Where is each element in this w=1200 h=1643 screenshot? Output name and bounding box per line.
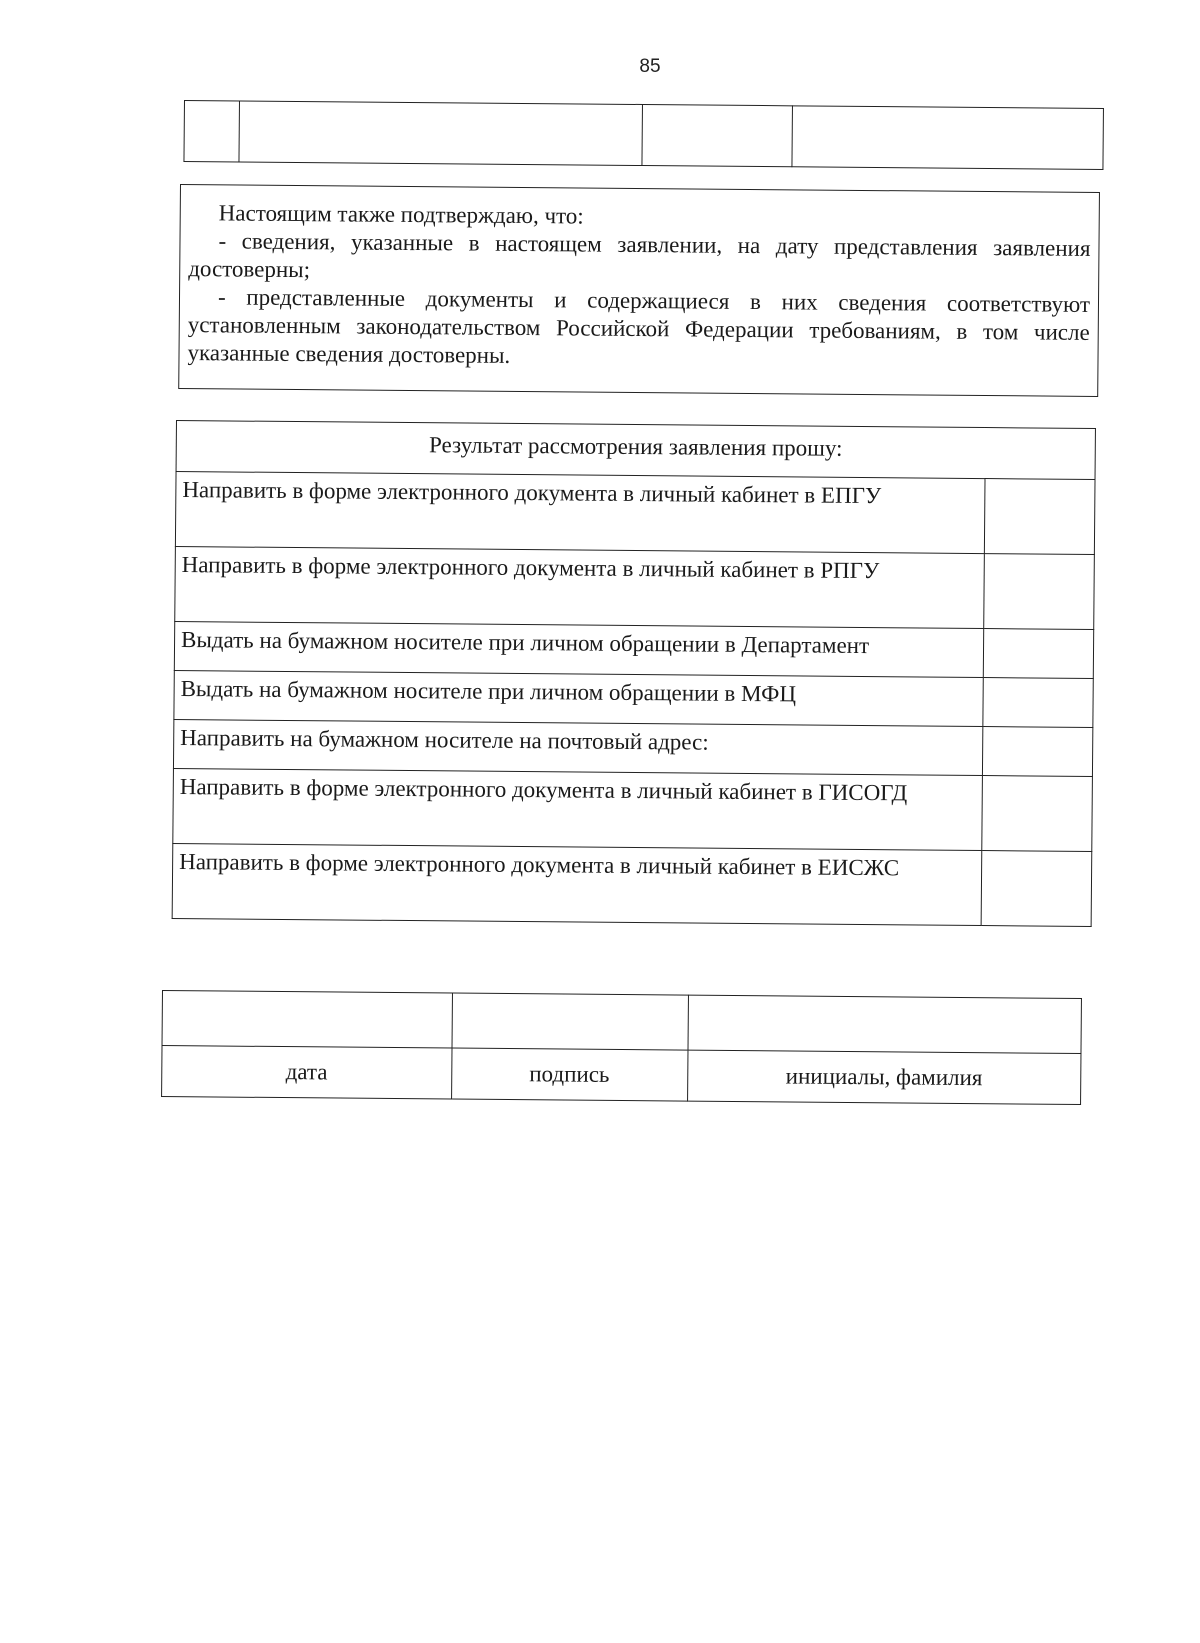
option-mark-eiszhs[interactable] [981, 851, 1092, 927]
empty-cell[interactable] [792, 106, 1104, 170]
option-mark-post[interactable] [982, 727, 1093, 777]
empty-cell[interactable] [641, 104, 792, 166]
name-field[interactable] [688, 995, 1082, 1053]
page-number: 85 [639, 56, 661, 77]
table-row [184, 101, 1103, 170]
confirmation-intro: Настоящим также подтверждаю, что: [218, 200, 584, 229]
option-mark-rpgu[interactable] [983, 554, 1094, 630]
signature-labels-row [162, 1046, 1081, 1105]
option-label-gisogd: Направить в форме электронного документа в личный кабинет в ГИСОГД [173, 768, 982, 850]
option-label-mfc: Выдать на бумажном носителе при личном обращении в МФЦ [174, 670, 983, 726]
option-label-eiszhs: Направить в форме электронного документа в личный кабинет в ЕИСЖС [172, 843, 981, 925]
signature-label: подпись [451, 1048, 688, 1101]
result-option-row [174, 670, 1093, 727]
top-continuation-table [183, 100, 1104, 170]
signature-table [161, 990, 1082, 1105]
option-mark-epgu[interactable] [984, 479, 1095, 555]
date-field[interactable] [162, 991, 452, 1049]
option-label-post: Направить на бумажном носителе на почтовый адрес: [173, 719, 982, 775]
result-header: Результат рассмотрения заявления прошу: [176, 421, 1095, 480]
signature-blank-row [162, 991, 1081, 1054]
option-mark-mfc[interactable] [983, 678, 1094, 728]
result-options-table [172, 420, 1096, 927]
table-header-row [176, 421, 1095, 480]
name-label: инициалы, фамилия [687, 1050, 1081, 1104]
result-option-row [172, 843, 1092, 926]
result-option-row [174, 621, 1093, 678]
option-label-rpgu: Направить в форме электронного документа в личный кабинет в РПГУ [175, 546, 984, 628]
confirmation-item: - представленные документы и содержащиеся в них сведения соответствуют установленным законодательством Российской Федерации требованиям, в том числе указанные сведения достоверны. [187, 284, 1091, 368]
confirmation-item: - сведения, указанные в настоящем заявлении, на дату представления заявления достоверны; [188, 228, 1091, 283]
result-option-row [175, 546, 1095, 629]
result-option-row [173, 719, 1092, 776]
date-label: дата [162, 1046, 452, 1100]
option-mark-gisogd[interactable] [981, 776, 1092, 852]
result-option-row [173, 768, 1093, 851]
empty-cell[interactable] [239, 101, 642, 166]
option-label-epgu: Направить в форме электронного документа в личный кабинет в ЕПГУ [175, 472, 984, 554]
result-option-row [175, 472, 1095, 555]
option-label-department: Выдать на бумажном носителе при личном обращении в Департамент [174, 621, 983, 677]
option-mark-department[interactable] [983, 629, 1094, 679]
signature-field[interactable] [452, 993, 689, 1050]
empty-cell[interactable] [184, 101, 239, 162]
confirmation-box [178, 184, 1100, 397]
